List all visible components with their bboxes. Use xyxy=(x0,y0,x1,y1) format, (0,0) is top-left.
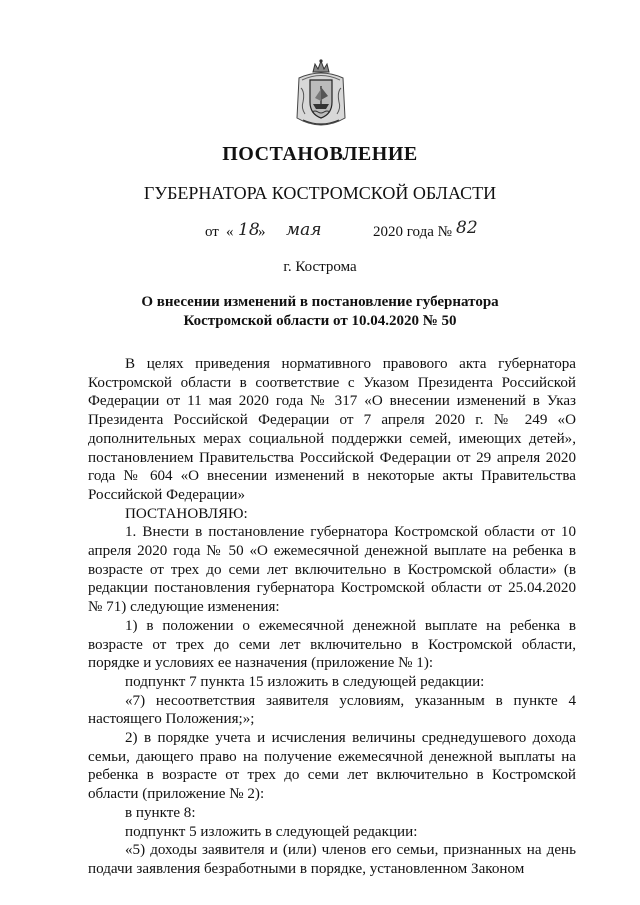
document-title: ПОСТАНОВЛЕНИЕ xyxy=(222,143,418,165)
coat-of-arms-icon xyxy=(293,58,349,132)
date-prefix: от xyxy=(205,224,219,240)
document-date-line xyxy=(0,218,640,247)
paragraph: в пункте 8: xyxy=(125,804,196,821)
date-year: 2020 года № xyxy=(373,224,452,240)
paragraph: «5) доходы заявителя и (или) членов его семьи, признанных на день подачи заявления безработными в порядке, установленном Законом xyxy=(88,842,576,877)
paragraph: 1) в положении о ежемесячной денежной выплате на ребенка в возрасте от трех до семи лет включительно в Костромской области, порядке и условиях ее назначения (приложение № 1): xyxy=(88,617,576,672)
paragraph: 2) в порядке учета и исчисления величины среднедушевого дохода семьи, дающего право на получение ежемесячной денежной выплаты на ребенка в возрасте от трех до семи лет включительно в Костромской области (приложение № 2): xyxy=(88,730,576,803)
paragraph: В целях приведения нормативного правового акта губернатора Костромской области в соответствие с Указом Президента Российской Федерации от 11 мая 2020 года № 317 «О внесении изменений в Указ Президента Российской Федерации от 7 апреля 2020 г. № 249 «О дополнительных мерах социальной поддержки семей, имеющих детей», постановлением Правительства Российской Федерации от 29 апреля 2020 года № 604 «О внесении изменений в некоторые акты Правительства Российской Федерации» xyxy=(88,356,576,503)
date-quote-close: » xyxy=(258,224,266,240)
paragraph: ПОСТАНОВЛЯЮ: xyxy=(125,505,248,522)
document-heading: О внесении изменений в постановление губернатора Костромской области от 10.04.2020 № 50 xyxy=(141,294,499,329)
date-day: 18 xyxy=(238,220,260,240)
date-quote-open: « xyxy=(226,224,234,240)
paragraph: 1. Внести в постановление губернатора Костромской области от 10 апреля 2020 года № 50 «О ежемесячной денежной выплате на ребенка в возрасте от трех до семи лет включительно в Костромской области» (в редакции постановления губернатора Костромской области от 25.04.2020 № 71) следующие изменения: xyxy=(88,524,576,616)
document-body xyxy=(88,355,576,879)
document-city: г. Кострома xyxy=(283,259,357,275)
document-subtitle: ГУБЕРНАТОРА КОСТРОМСКОЙ ОБЛАСТИ xyxy=(143,183,497,203)
paragraph: подпункт 5 изложить в следующей редакции: xyxy=(125,823,418,840)
paragraph: подпункт 7 пункта 15 изложить в следующей редакции: xyxy=(125,673,485,690)
date-month: мая xyxy=(286,220,322,240)
paragraph: «7) несоответствия заявителя условиям, указанным в пункте 4 настоящего Положения;»; xyxy=(88,692,576,728)
document-number: 82 xyxy=(456,218,478,238)
